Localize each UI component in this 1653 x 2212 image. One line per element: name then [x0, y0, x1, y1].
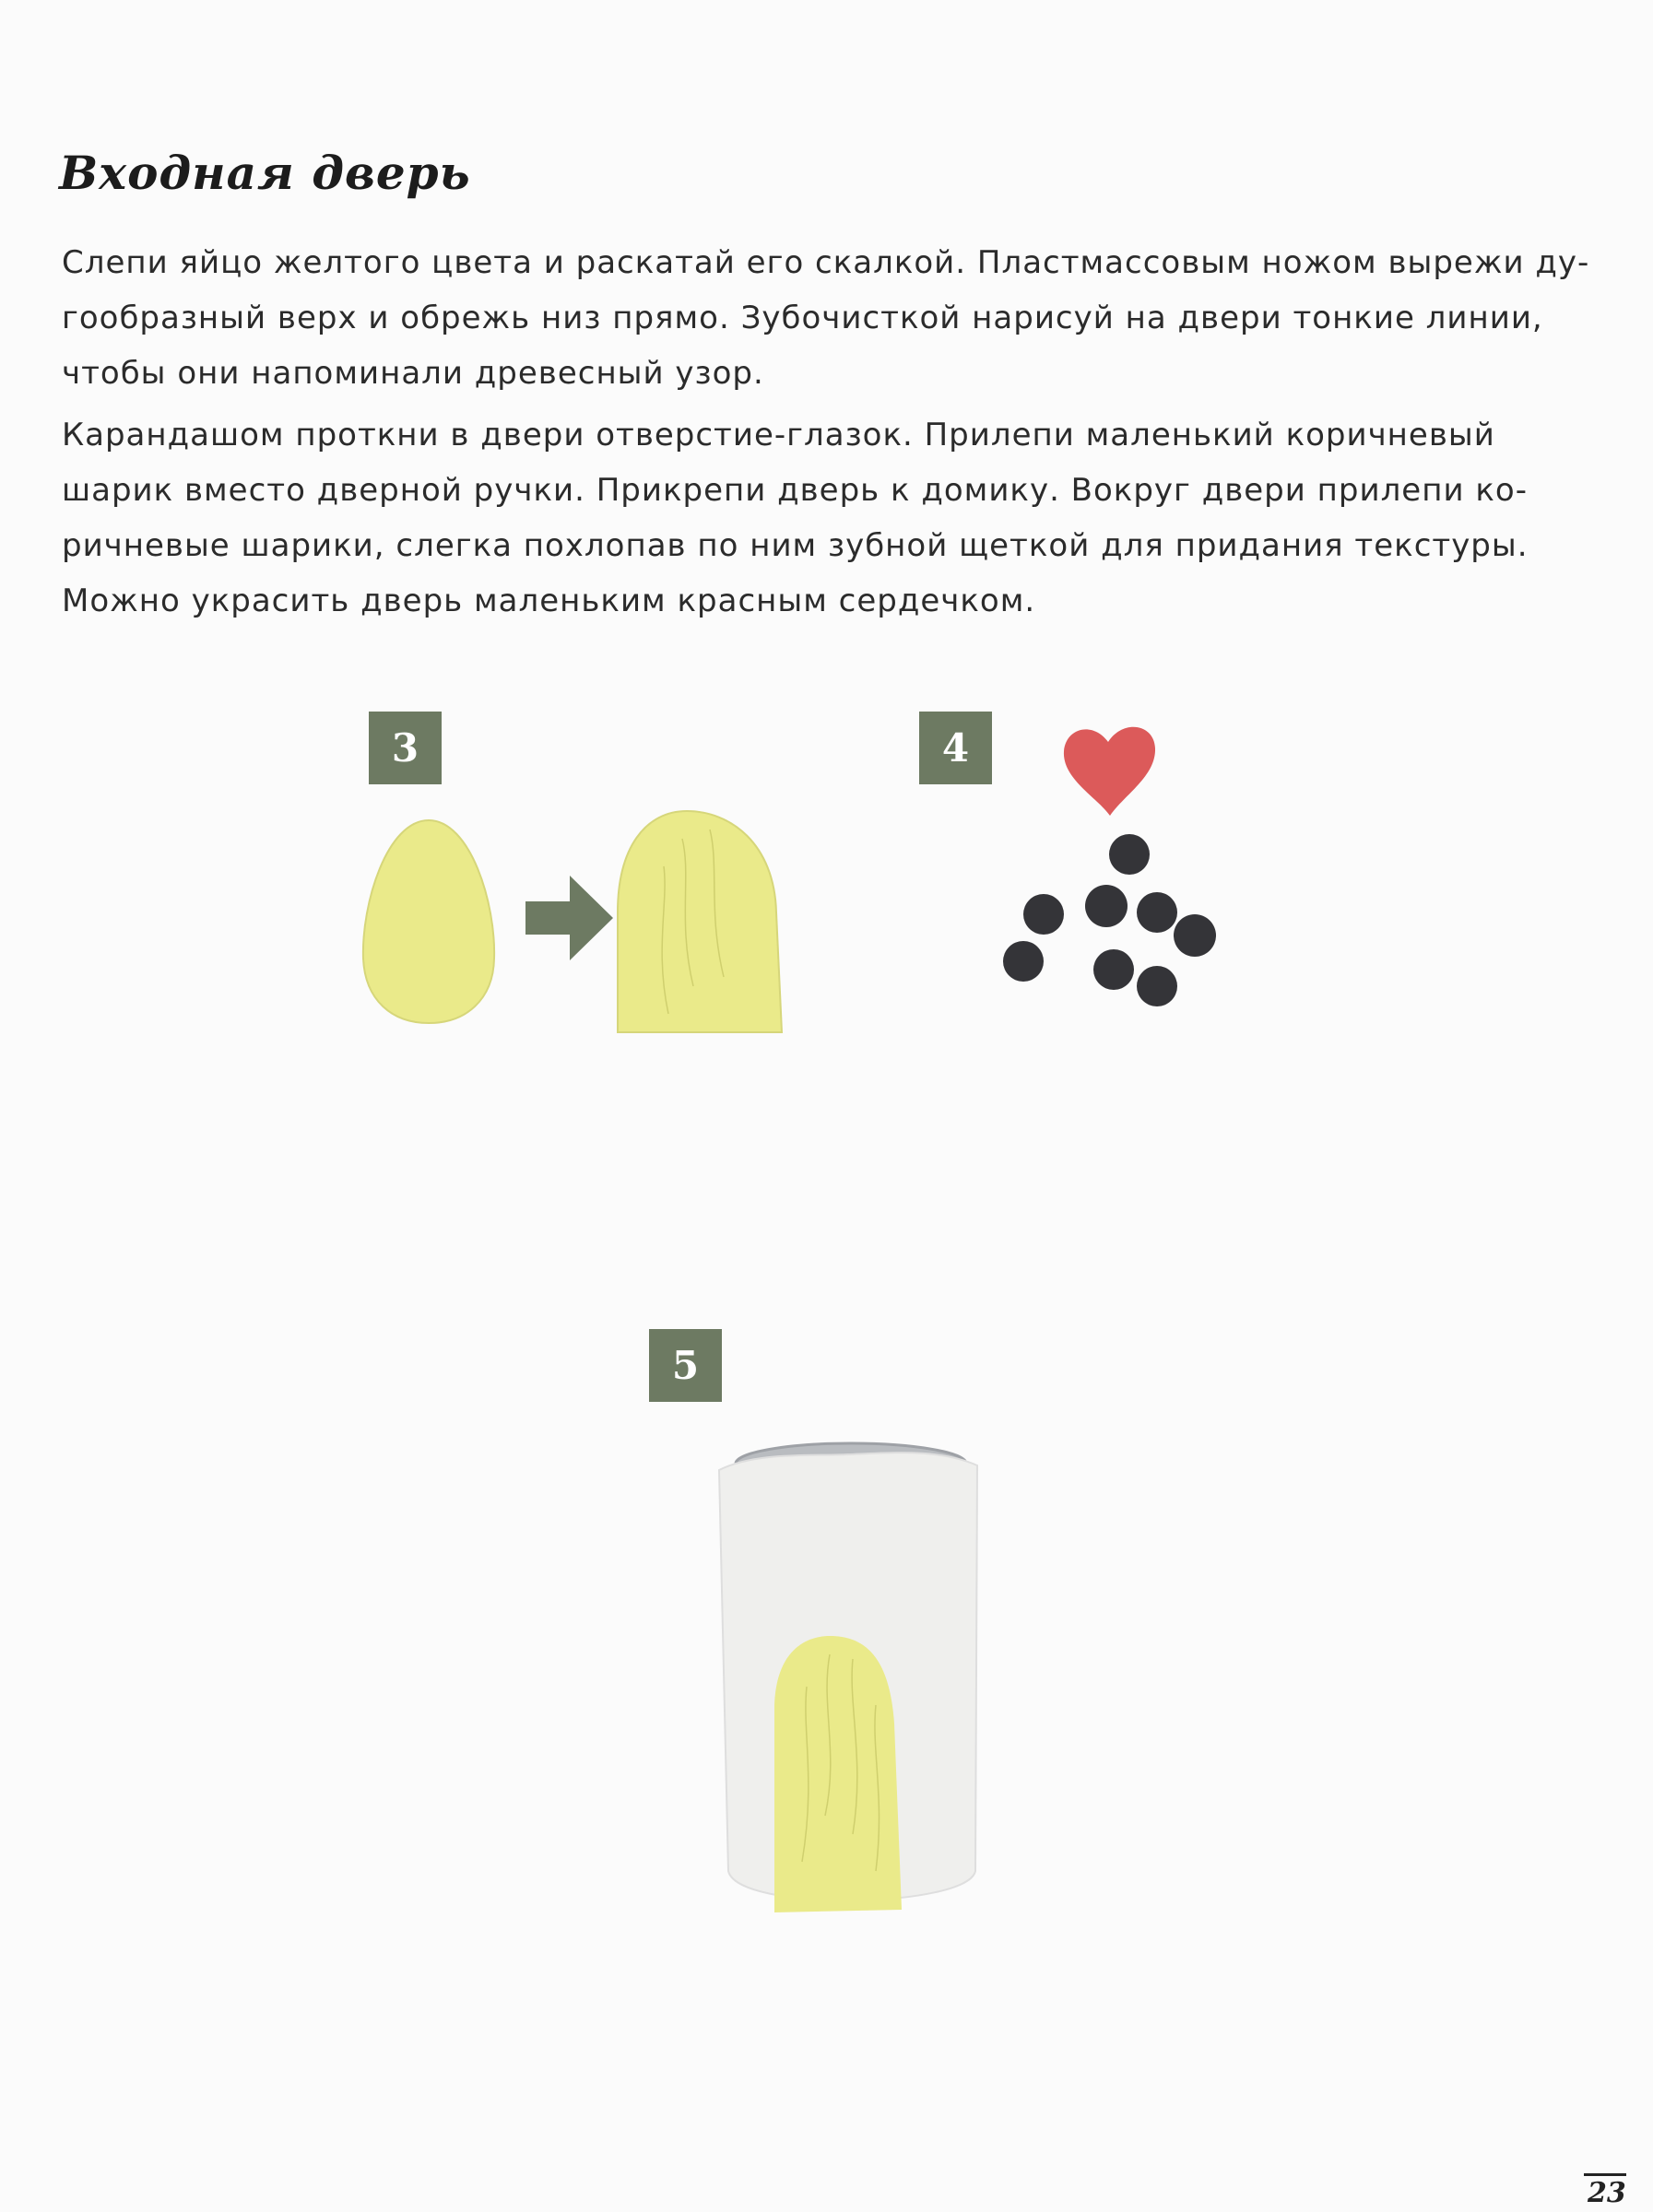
text-line: гообразный верх и обрежь низ прямо. Зубочисткой нарисуй на двери тонкие линии,	[62, 300, 1543, 336]
text-line: Слепи яйцо желтого цвета и раскатай его скалкой. Пластмассовым ножом вырежи ду-	[62, 244, 1590, 281]
arrow-right-icon	[525, 876, 613, 960]
text-line: шарик вместо дверной ручки. Прикрепи дверь к домику. Вокруг двери прилепи ко-	[62, 472, 1528, 509]
page-title: Входная дверь	[59, 146, 471, 200]
red-heart-image	[1064, 727, 1155, 816]
page-number: 23	[1588, 2177, 1626, 2209]
step-5-illustration	[701, 1429, 1005, 1926]
yellow-door-image	[774, 1636, 902, 1912]
page-number-rule	[1584, 2173, 1626, 2176]
instruction-paragraph-1	[62, 235, 1629, 401]
step-3-illustration	[350, 802, 811, 1051]
step-5-badge: 5	[649, 1329, 722, 1402]
text-line: чтобы они напоминали древесный узор.	[62, 355, 764, 392]
brown-balls-image	[1003, 834, 1216, 1006]
step-3-badge: 3	[369, 712, 442, 784]
step-4-badge: 4	[919, 712, 992, 784]
text-line: Карандашом проткни в двери отверстие-глазок. Прилепи маленький коричневый	[62, 417, 1495, 453]
text-line: ричневые шарики, слегка похлопав по ним зубной щеткой для придания текстуры.	[62, 527, 1529, 564]
yellow-egg-image	[363, 820, 494, 1023]
text-line: Можно украсить дверь маленьким красным сердечком.	[62, 582, 1036, 619]
step-4-illustration	[986, 710, 1245, 1014]
instruction-paragraph-2	[62, 407, 1629, 629]
yellow-door-shape-image	[618, 811, 782, 1032]
